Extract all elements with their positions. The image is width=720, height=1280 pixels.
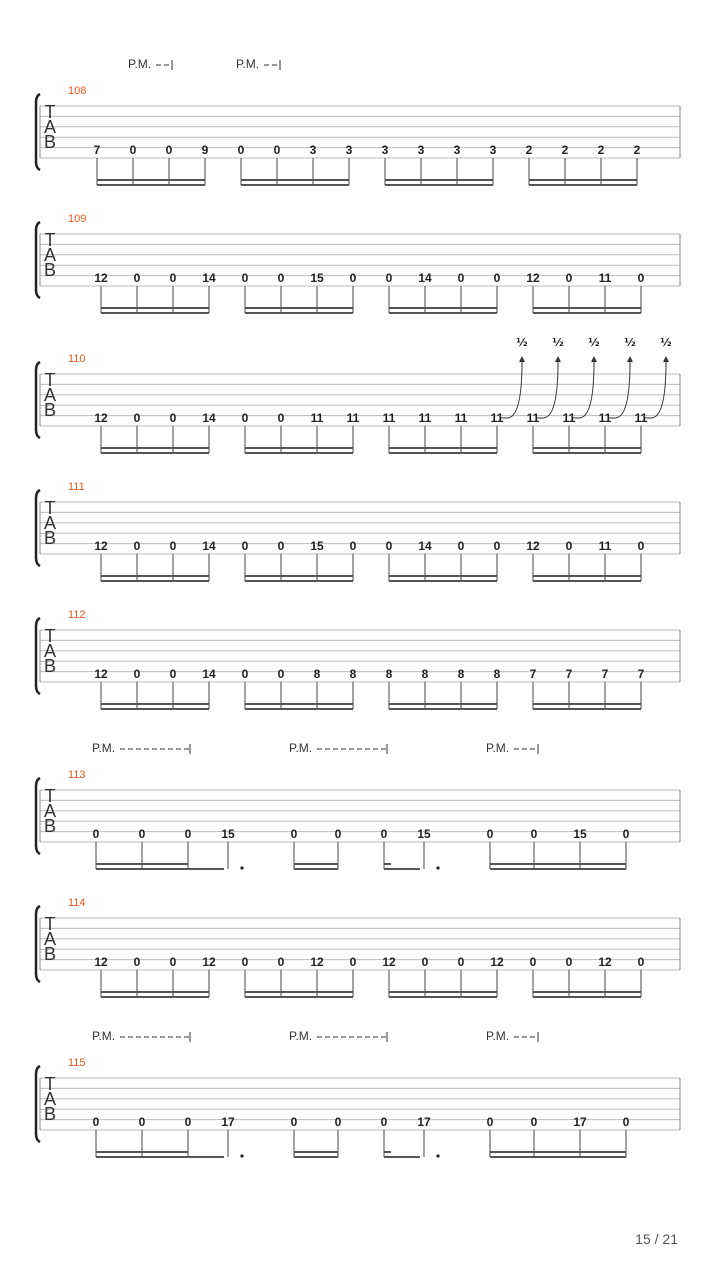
measure-108 <box>36 57 680 185</box>
fret-number: 0 <box>380 827 388 841</box>
bend-amount-label: ½ <box>660 336 672 349</box>
tab-clef-letter: B <box>43 260 57 280</box>
fret-number: 3 <box>309 143 317 157</box>
fret-number: 0 <box>277 955 285 969</box>
fret-number: 0 <box>237 143 245 157</box>
tab-clef-letter: A <box>43 641 57 661</box>
tab-clef-letter: T <box>44 102 56 122</box>
fret-number: 11 <box>310 411 324 425</box>
bend-arrowhead <box>627 356 633 362</box>
fret-number: 12 <box>382 955 396 969</box>
palm-mute-label: P.M. <box>92 1029 116 1043</box>
fret-number: 11 <box>526 411 540 425</box>
fret-number: 0 <box>133 539 141 553</box>
fret-number: 2 <box>525 143 533 157</box>
fret-number: 0 <box>184 827 192 841</box>
fret-number: 0 <box>622 827 630 841</box>
fret-number: 11 <box>454 411 468 425</box>
fret-number: 0 <box>565 539 573 553</box>
bend-amount-label: ½ <box>516 336 528 349</box>
fret-number: 3 <box>453 143 461 157</box>
fret-number: 3 <box>489 143 497 157</box>
palm-mute-label: P.M. <box>289 1029 313 1043</box>
tab-clef-letter: B <box>43 400 57 420</box>
bend-arrowhead <box>519 356 525 362</box>
fret-number: 14 <box>418 271 432 285</box>
fret-number: 2 <box>561 143 569 157</box>
bend-arrowhead <box>555 356 561 362</box>
fret-number: 12 <box>310 955 324 969</box>
fret-number: 15 <box>573 827 587 841</box>
fret-number: 8 <box>385 667 393 681</box>
system-bracket <box>36 906 40 982</box>
fret-number: 0 <box>457 271 465 285</box>
fret-number: 12 <box>202 955 216 969</box>
fret-number: 11 <box>598 271 612 285</box>
fret-number: 0 <box>530 1115 538 1129</box>
fret-number: 0 <box>349 271 357 285</box>
system-bracket <box>36 94 40 170</box>
fret-number: 8 <box>457 667 465 681</box>
fret-number: 8 <box>349 667 357 681</box>
fret-number: 3 <box>381 143 389 157</box>
fret-number: 0 <box>241 667 249 681</box>
fret-number: 0 <box>273 143 281 157</box>
fret-number: 7 <box>529 667 537 681</box>
fret-number: 0 <box>457 955 465 969</box>
fret-number: 2 <box>597 143 605 157</box>
tab-clef-letter: B <box>43 132 57 152</box>
fret-number: 0 <box>169 411 177 425</box>
tab-clef-letter: B <box>43 1104 57 1124</box>
bend-curve <box>573 362 594 418</box>
fret-number: 0 <box>493 539 501 553</box>
fret-number: 12 <box>94 411 108 425</box>
measure-number: 114 <box>68 897 86 909</box>
tab-clef-letter: A <box>43 117 57 137</box>
tab-clef-letter: T <box>44 1074 56 1094</box>
fret-number: 3 <box>345 143 353 157</box>
fret-number: 0 <box>637 539 645 553</box>
measure-110 <box>36 336 680 453</box>
fret-number: 12 <box>490 955 504 969</box>
tab-clef-letter: A <box>43 385 57 405</box>
bend-curve <box>501 362 522 418</box>
tab-clef-letter: A <box>43 1089 57 1109</box>
measure-number: 108 <box>68 85 87 97</box>
fret-number: 15 <box>310 271 324 285</box>
fret-number: 0 <box>334 827 342 841</box>
bend-amount-label: ½ <box>552 336 564 349</box>
system-bracket <box>36 362 40 438</box>
fret-number: 11 <box>634 411 648 425</box>
measure-111 <box>36 481 680 581</box>
fret-number: 0 <box>277 667 285 681</box>
palm-mute-label: P.M. <box>486 741 510 755</box>
fret-number: 12 <box>94 955 108 969</box>
fret-number: 0 <box>138 827 146 841</box>
fret-number: 0 <box>349 955 357 969</box>
fret-number: 0 <box>184 1115 192 1129</box>
dot <box>436 1154 439 1157</box>
palm-mute-label: P.M. <box>128 57 152 71</box>
fret-number: 0 <box>133 411 141 425</box>
fret-number: 0 <box>241 411 249 425</box>
fret-number: 7 <box>637 667 645 681</box>
measure-115 <box>36 1029 680 1158</box>
fret-number: 0 <box>169 271 177 285</box>
measure-number: 115 <box>68 1057 86 1069</box>
fret-number: 15 <box>221 827 235 841</box>
fret-number: 0 <box>565 955 573 969</box>
fret-number: 12 <box>598 955 612 969</box>
fret-number: 0 <box>241 271 249 285</box>
fret-number: 0 <box>169 539 177 553</box>
bend-curve <box>537 362 558 418</box>
fret-number: 7 <box>565 667 573 681</box>
fret-number: 12 <box>526 539 540 553</box>
measure-112 <box>36 609 680 709</box>
system-bracket <box>36 490 40 566</box>
fret-number: 8 <box>493 667 501 681</box>
system-bracket <box>36 222 40 298</box>
fret-number: 11 <box>562 411 576 425</box>
tab-clef-letter: T <box>44 370 56 390</box>
fret-number: 0 <box>334 1115 342 1129</box>
fret-number: 0 <box>486 827 494 841</box>
fret-number: 0 <box>380 1115 388 1129</box>
fret-number: 9 <box>201 143 209 157</box>
fret-number: 0 <box>277 271 285 285</box>
fret-number: 8 <box>421 667 429 681</box>
fret-number: 0 <box>133 271 141 285</box>
fret-number: 0 <box>290 827 298 841</box>
fret-number: 2 <box>633 143 641 157</box>
tab-clef-letter: A <box>43 513 57 533</box>
fret-number: 17 <box>417 1115 431 1129</box>
system-bracket <box>36 1066 40 1142</box>
tab-clef-letter: B <box>43 816 57 836</box>
dot <box>240 1154 243 1157</box>
bend-amount-label: ½ <box>624 336 636 349</box>
fret-number: 12 <box>94 539 108 553</box>
fret-number: 11 <box>490 411 504 425</box>
fret-number: 3 <box>417 143 425 157</box>
fret-number: 14 <box>418 539 432 553</box>
fret-number: 0 <box>277 539 285 553</box>
fret-number: 0 <box>385 271 393 285</box>
fret-number: 7 <box>93 143 101 157</box>
system-bracket <box>36 778 40 854</box>
fret-number: 0 <box>385 539 393 553</box>
tab-clef-letter: A <box>43 801 57 821</box>
fret-number: 0 <box>622 1115 630 1129</box>
tab-clef-letter: A <box>43 245 57 265</box>
tab-clef-letter: T <box>44 914 56 934</box>
fret-number: 11 <box>598 539 612 553</box>
bend-arrowhead <box>591 356 597 362</box>
fret-number: 0 <box>637 955 645 969</box>
tab-clef-letter: A <box>43 929 57 949</box>
fret-number: 0 <box>169 667 177 681</box>
measure-number: 109 <box>68 213 87 225</box>
palm-mute-label: P.M. <box>289 741 313 755</box>
system-bracket <box>36 618 40 694</box>
measure-number: 111 <box>68 481 85 493</box>
fret-number: 7 <box>601 667 609 681</box>
fret-number: 11 <box>346 411 360 425</box>
tab-clef-letter: T <box>44 230 56 250</box>
tab-clef-letter: T <box>44 498 56 518</box>
fret-number: 14 <box>202 667 216 681</box>
bend-arrowhead <box>663 356 669 362</box>
fret-number: 0 <box>290 1115 298 1129</box>
dot <box>240 866 243 869</box>
fret-number: 12 <box>526 271 540 285</box>
fret-number: 8 <box>313 667 321 681</box>
fret-number: 0 <box>565 271 573 285</box>
fret-number: 0 <box>241 955 249 969</box>
fret-number: 0 <box>486 1115 494 1129</box>
fret-number: 14 <box>202 411 216 425</box>
fret-number: 14 <box>202 271 216 285</box>
fret-number: 0 <box>457 539 465 553</box>
fret-number: 14 <box>202 539 216 553</box>
measure-109 <box>36 213 680 313</box>
fret-number: 0 <box>241 539 249 553</box>
tab-clef-letter: B <box>43 944 57 964</box>
fret-number: 15 <box>310 539 324 553</box>
fret-number: 0 <box>493 271 501 285</box>
dot <box>436 866 439 869</box>
measure-number: 113 <box>68 769 86 781</box>
fret-number: 11 <box>418 411 432 425</box>
fret-number: 0 <box>349 539 357 553</box>
fret-number: 0 <box>169 955 177 969</box>
measure-number: 112 <box>68 609 86 621</box>
tab-clef-letter: B <box>43 528 57 548</box>
tab-clef-letter: T <box>44 786 56 806</box>
fret-number: 17 <box>573 1115 587 1129</box>
fret-number: 0 <box>92 827 100 841</box>
fret-number: 0 <box>530 827 538 841</box>
bend-curve <box>645 362 666 418</box>
fret-number: 12 <box>94 271 108 285</box>
fret-number: 0 <box>92 1115 100 1129</box>
measure-113 <box>36 741 680 870</box>
fret-number: 0 <box>133 667 141 681</box>
fret-number: 17 <box>221 1115 235 1129</box>
bend-amount-label: ½ <box>588 336 600 349</box>
fret-number: 0 <box>129 143 137 157</box>
fret-number: 11 <box>598 411 612 425</box>
palm-mute-label: P.M. <box>92 741 116 755</box>
fret-number: 0 <box>529 955 537 969</box>
fret-number: 0 <box>165 143 173 157</box>
page-number: 15 / 21 <box>635 1231 678 1247</box>
fret-number: 0 <box>637 271 645 285</box>
fret-number: 11 <box>382 411 396 425</box>
fret-number: 0 <box>421 955 429 969</box>
fret-number: 0 <box>277 411 285 425</box>
measure-number: 110 <box>68 353 86 365</box>
fret-number: 15 <box>417 827 431 841</box>
bend-curve <box>609 362 630 418</box>
fret-number: 0 <box>133 955 141 969</box>
tab-clef-letter: T <box>44 626 56 646</box>
fret-number: 0 <box>138 1115 146 1129</box>
fret-number: 12 <box>94 667 108 681</box>
palm-mute-label: P.M. <box>236 57 260 71</box>
palm-mute-label: P.M. <box>486 1029 510 1043</box>
measure-114 <box>36 897 680 997</box>
tab-clef-letter: B <box>43 656 57 676</box>
